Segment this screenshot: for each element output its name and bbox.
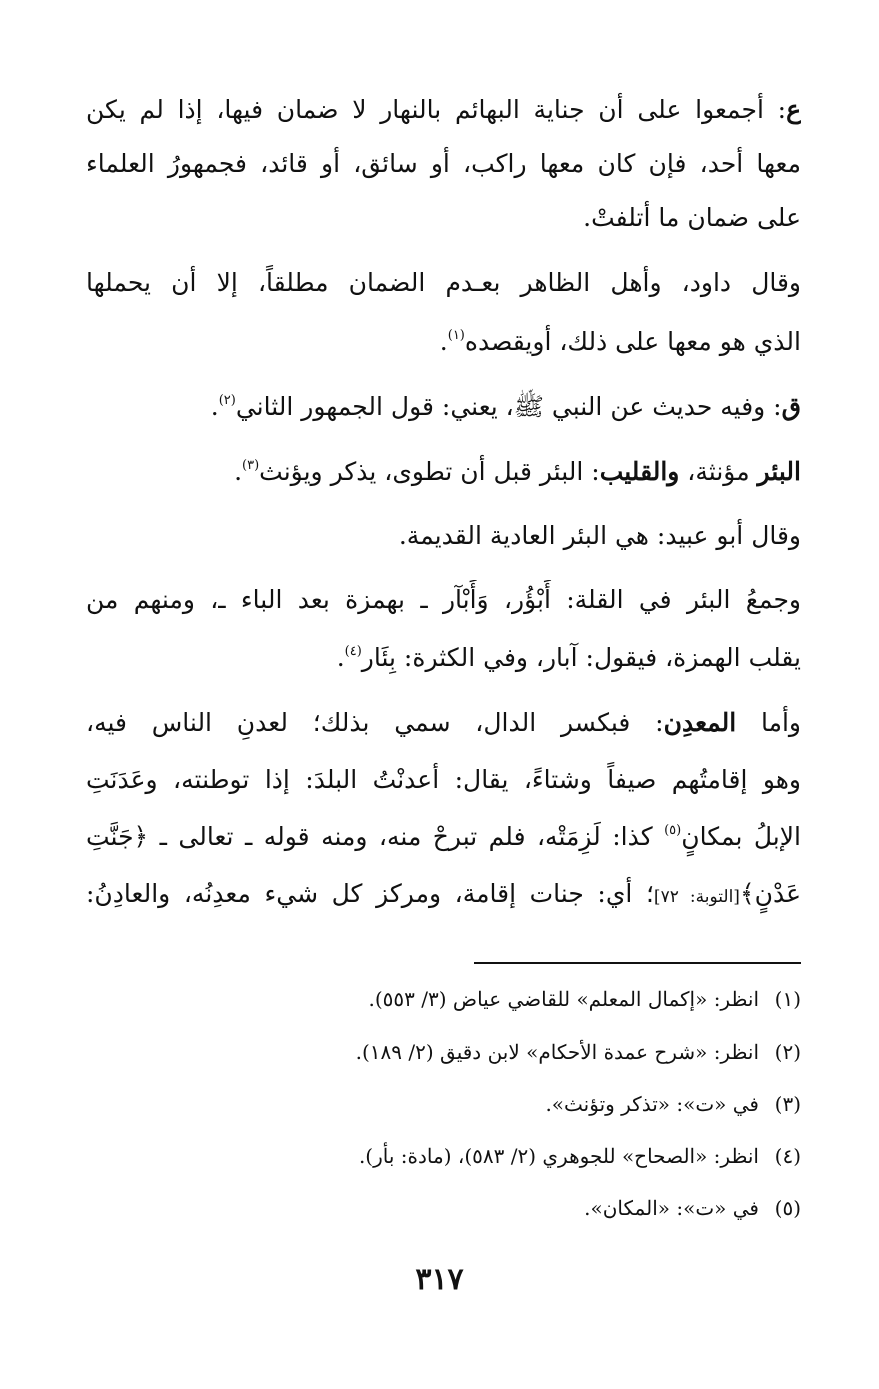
- footnote-number: (٢): [774, 1040, 801, 1064]
- footnote-ref-5: (٥): [664, 823, 682, 838]
- line-13-text: كذا: لَزِمَتْه، فلم تبرحْ منه، ومنه قوله ـ تعالى ـ ﴿جَنَّتِ: [86, 822, 665, 851]
- footnote-5: [86, 1193, 801, 1223]
- text-line-3: على ضمان ما أتلفتْ.: [583, 203, 801, 232]
- text-line-8: وقال أبو عبيد: هي البئر العادية القديمة.: [398, 521, 801, 550]
- term-madin: المعدِن: [663, 708, 737, 737]
- footnote-number: (٤): [774, 1144, 801, 1168]
- line-13-pre: الإبلُ بمكانٍ: [681, 822, 801, 851]
- footnote-text: في «ت»: «تذكر وتؤنث».: [545, 1092, 759, 1116]
- line-5-end: .: [439, 327, 448, 356]
- footnote-1: [86, 984, 801, 1014]
- line-6-text: : وفيه حديث عن النبي ﷺ، يعني: قول الجمهور الثاني: [235, 392, 782, 421]
- line-7-text-1: مؤنثة،: [679, 457, 758, 486]
- footnote-3: [86, 1089, 801, 1119]
- footnote-ref-1: (١): [447, 328, 465, 343]
- line-5-text: الذي هو معها على ذلك، أويقصده: [464, 327, 801, 356]
- text-line-13: [86, 817, 801, 857]
- line-10-text: يقلب الهمزة، فيقول: آبار، وفي الكثرة: بِئَار: [361, 643, 801, 672]
- footnote-4: [86, 1141, 801, 1171]
- page-number: ٣١٧: [415, 1262, 464, 1297]
- speaker-label-ain: ع: [786, 95, 801, 124]
- text-line-10: [86, 638, 801, 678]
- line-1-text: : أجمعوا على أن جناية البهائم بالنهار لا ضمان فيها، إذا لم يكن: [86, 95, 787, 124]
- footnote-text: انظر: «إكمال المعلم» للقاضي عياض (٣/ ٥٥٣).: [368, 987, 759, 1011]
- quran-reference: [التوبة: ٧٢]: [653, 887, 740, 907]
- line-6-end: .: [210, 392, 219, 421]
- footnote-ref-3: (٣): [242, 458, 260, 473]
- text-line-5: [86, 322, 801, 362]
- footnote-text: في «ت»: «المكان».: [584, 1196, 759, 1220]
- text-line-1: [86, 90, 801, 130]
- line-7-text-2: : البئر قبل أن تطوى، يذكر ويؤنث: [259, 457, 600, 486]
- footnote-number: (٥): [774, 1196, 801, 1220]
- footnote-ref-2: (٢): [218, 393, 236, 408]
- footnote-ref-4: (٤): [344, 644, 362, 659]
- text-line-14: [86, 874, 801, 917]
- line-11-text: : فبكسر الدال، سمي بذلك؛ لعدنِ الناس فيه،: [86, 708, 664, 737]
- line-14-pre: عَدْنٍ﴾: [739, 879, 801, 908]
- text-line-11: [86, 703, 801, 743]
- text-line-2: معها أحد، فإن كان معها راكب، أو سائق، أو قائد، فجمهورُ العلماء: [86, 149, 801, 178]
- footnote-2: [86, 1037, 801, 1067]
- line-7-end: .: [234, 457, 243, 486]
- footnote-text: انظر: «الصحاح» للجوهري (٢/ ٥٨٣)، (مادة: بأر).: [358, 1144, 759, 1168]
- footnote-text: انظر: «شرح عمدة الأحكام» لابن دقيق (٢/ ١٨٩).: [355, 1040, 759, 1064]
- line-10-end: .: [336, 643, 345, 672]
- text-line-6: [86, 387, 801, 427]
- line-14-text: ؛ أي: جنات إقامة، ومركز كل شيء معدِنُه، والعادِنُ:: [86, 879, 654, 908]
- text-line-7: [86, 452, 801, 492]
- term-bir: البئر: [757, 457, 801, 486]
- line-11-pre: وأما: [736, 708, 801, 737]
- text-line-9: وجمعُ البئر في القلة: أَبْؤُر، وَأَبْآر ـ بهمزة بعد الباء ـ، ومنهم من: [86, 585, 801, 614]
- text-line-12: وهو إقامتُهم صيفاً وشتاءً، يقال: أعدنْتُ البلدَ: إذا توطنته، وعَدَنَتِ: [86, 765, 801, 794]
- footnote-number: (١): [774, 987, 801, 1011]
- speaker-label-qaf: ق: [781, 392, 801, 421]
- footnote-separator: [474, 962, 801, 964]
- footnote-number: (٣): [774, 1092, 801, 1116]
- term-qalib: والقليب: [599, 457, 680, 486]
- text-line-4: وقال داود، وأهل الظاهر بعـدم الضمان مطلقاً، إلا أن يحملها: [86, 268, 801, 297]
